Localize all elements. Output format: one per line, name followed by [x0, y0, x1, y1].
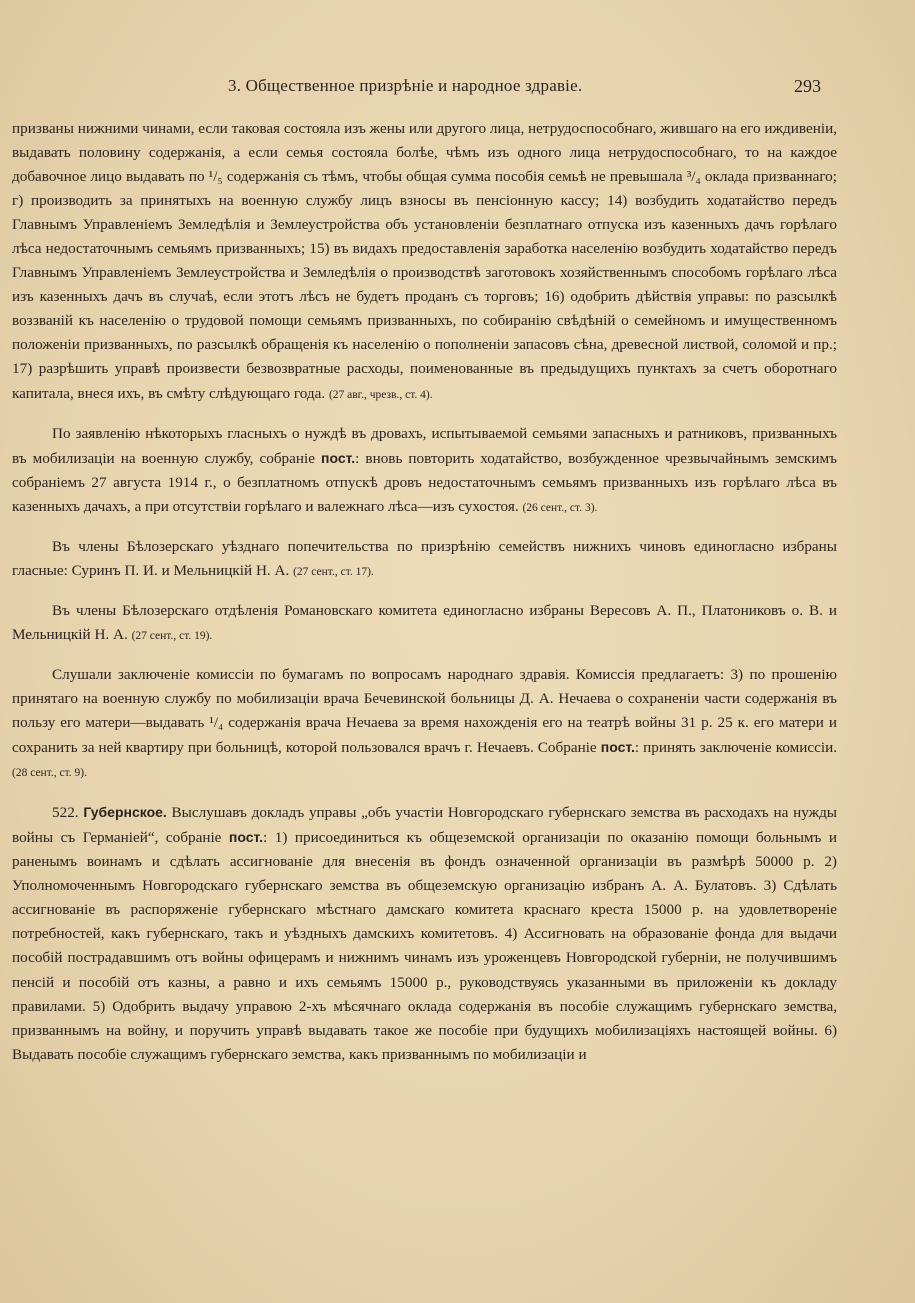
- text-body: [0, 117, 915, 1067]
- resolution-keyword: пост.: [600, 739, 635, 756]
- paragraph-text: Въ члены Бѣлозерскаго отдѣленія Романовскаго комитета единогласно избраны Вересовъ А. П., Платониковъ о. В. и Мельницкій Н. А.: [12, 601, 837, 643]
- paragraph-text-continued: : 1) присоединиться къ общеземской организаціи по оказанію помощи больнымъ и раненымъ воинамъ и сдѣлать ассигнованіе для внесенія въ фондъ означенной организаціи въ размѣрѣ 50000 р. 2) Уполномоченнымъ Новгородскаго губернскаго земства въ общеземскую организацію избранъ А. А. Булатовъ. 3) Сдѣлать ассигнованіе въ распоряженіе губернскаго мѣстнаго дамскаго комитета краснаго креста 15000 р. на удовлетвореніе потребностей, какъ губернскаго, такъ и уѣздныхъ дамскихъ комитетовъ. 4) Ассигновать на образованіе фонда для выдачи пособій пострадавшимъ отъ войны офицерамъ и нижнимъ чинамъ изъ уроженцевъ Новгородской губерніи, не получившимъ пенсій и пособій отъ казны, а равно и ихъ семьямъ 15000 р., руководствуясь указанными въ приложеніи къ докладу правилами. 5) Одобрить выдачу управою 2-хъ мѣсячнаго оклада содержанія въ пособіе служащимъ губернскаго земства, призваннымъ на войну, и поручить управѣ выдавать такое же пособіе при будущихъ мобилизаціяхъ настоящей войны. 6) Выдавать пособіе служащимъ губернскаго земства, какъ призваннымъ по мобилизаціи и: [12, 829, 837, 1063]
- resolution-keyword: пост.: [228, 829, 264, 846]
- citation-ref: (27 сент., ст. 19).: [131, 629, 213, 642]
- section-heading: Губернское.: [83, 804, 167, 821]
- running-header: [0, 76, 915, 106]
- paragraph-guardianship: [0, 535, 915, 584]
- paragraph-health-commission: [0, 663, 915, 785]
- paragraph-text: Выслушавъ докладъ управы „объ участіи Новгородскаго губернскаго земства въ расходахъ на нужды войны съ Германіей“, собраніе: [12, 804, 838, 847]
- paragraph-text-continued: : вновь повторить ходатайство, возбужденное чрезвычайнымъ земскимъ собраніемъ 27 августа 1914 г., о безплатномъ отпускѣ дровъ недостаточнымъ семьямъ призванныхъ изъ горѣлаго лѣса въ казенныхъ дачахъ, а при отсутствіи горѣлаго и валежнаго лѣса—изъ сухостоя.: [12, 449, 838, 515]
- paragraph-section-522: [0, 800, 915, 1067]
- citation-ref: (28 сент., ст. 9).: [12, 767, 87, 780]
- paragraph-continuation: [0, 117, 915, 407]
- paragraph-romanov-committee: [0, 599, 915, 648]
- running-title: 3. Общественное призрѣніе и народное здравіе.: [228, 76, 583, 95]
- section-number: 522.: [52, 804, 79, 822]
- citation-ref: (27 авг., чрезв., ст. 4).: [328, 388, 433, 401]
- citation-ref: (27 сент., ст. 17).: [293, 565, 374, 578]
- paragraph-text: призваны нижними чинами, если таковая состояла изъ жены или другого лица, нетрудоспособнаго, жившаго на его иждивеніи, выдавать половину содержанія, а если семья состояла болѣе, чѣмъ изъ одного лица нетрудоспособнаго, то на каждое добавочное лицо выдавать по ¹/₅ содержанія съ тѣмъ, чтобы общая сумма пособія семьѣ не превышала ³/₄ оклада призваннаго; г) производить за принятыхъ на военную службу лицъ взносы въ пенсіонную кассу; 14) возбудить ходатайство передъ Главнымъ Управленіемъ Земледѣлія и Землеустройства объ установленіи безплатнаго отпуска изъ казенныхъ дачъ горѣлаго лѣса недостаточнымъ семьямъ призванныхъ; 15) въ видахъ предоставленія заработка населенію возбудить ходатайство передъ Главнымъ Управленіемъ Землеустройства и Земледѣлія о производствѣ заготовокъ хозяйственнымъ способомъ горѣлаго лѣса изъ казенныхъ дачъ въ случаѣ, если этотъ лѣсъ не будетъ проданъ съ торговъ; 16) одобрить дѣйствія управы: по разсылкѣ воззваній къ населенію о трудовой помощи семьямъ призванныхъ, по собиранію свѣдѣній о семейномъ и имущественномъ положеніи призванныхъ, по разсылкѣ обращенія къ населенію о пополненіи запасовъ сѣна, древесной листвой, соломой и пр.; 17) разрѣшить управѣ произвести безвозвратные расходы, поименованные въ предыдущихъ пунктахъ за счетъ оборотнаго капитала, внеся ихъ, въ смѣту слѣдующаго года.: [12, 120, 837, 402]
- paragraph-text: Слушали заключеніе комиссіи по бумагамъ по вопросамъ народнаго здравія. Комиссія предлагаетъ: 3) по прошенію принятаго на военную службу по мобилизаціи врача Бечевинской больницы Д. А. Нечаева о сохраненіи части содержанія въ пользу его матери—выдавать ¹/₄ содержанія врача Нечаева за время нахожденія его на театрѣ войны 31 р. 25 к. его матери и сохранить за ней квартиру при больницѣ, которой пользовался врачъ г. Нечаевъ. Собраніе: [12, 665, 837, 757]
- citation-ref: (26 сент., ст. 3).: [522, 501, 598, 514]
- page-number: 293: [794, 76, 821, 96]
- paragraph-firewood: [0, 422, 915, 520]
- paragraph-text: По заявленію нѣкоторыхъ гласныхъ о нуждѣ въ дровахъ, испытываемой семьями запасныхъ и ратниковъ, призванныхъ въ мобилизаціи на военную службу, собраніе: [12, 424, 837, 467]
- resolution-keyword: пост.: [321, 449, 356, 466]
- paragraph-text-continued: : принять заключеніе комиссіи.: [634, 739, 837, 757]
- paragraph-text: Въ члены Бѣлозерскаго уѣзднаго попечительства по призрѣнію семействъ нижнихъ чиновъ единогласно избраны гласные: Суринъ П. И. и Мельницкій Н. А.: [12, 537, 837, 579]
